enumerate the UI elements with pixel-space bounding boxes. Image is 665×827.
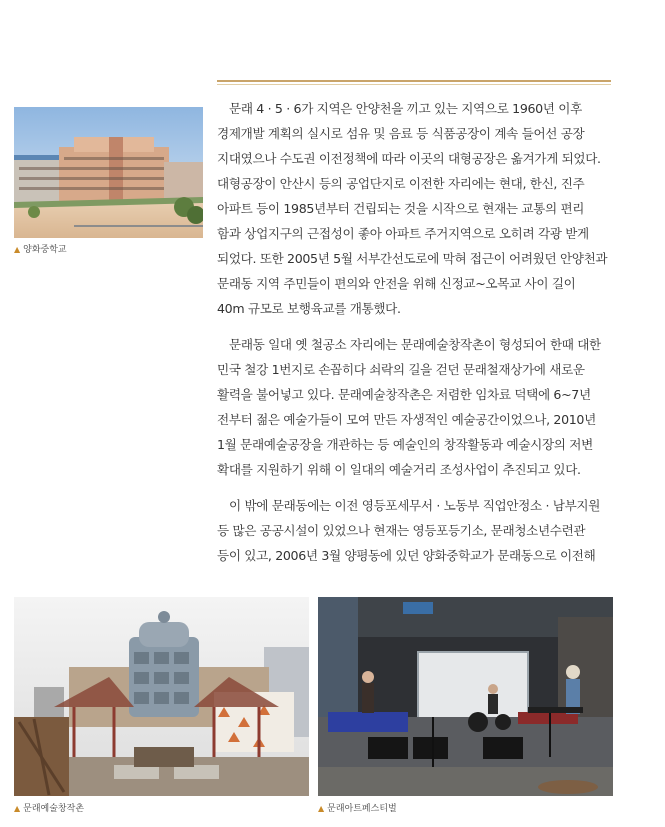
- text-line: 1월 문래예술공장을 개관하는 등 예술인의 창작활동과 예술시장의 저변: [217, 437, 593, 452]
- triangle-icon: ▲: [14, 245, 21, 254]
- paragraph-2: [217, 332, 613, 482]
- triangle-icon: ▲: [14, 804, 21, 813]
- text-line: 아파트 등이 1985년부터 건립되는 것을 시작으로 현재는 교통의 편리: [217, 201, 585, 216]
- text-line: 이 밖에 문래동에는 이전 영등포세무서 · 노동부 직업안정소 · 남부지원: [229, 498, 601, 513]
- text-line: 민국 철강 1번지로 손꼽히다 쇠락의 길을 걷던 문래철재상가에 새로운: [217, 362, 585, 377]
- text-line: 경제개발 계획의 실시로 섬유 및 음료 등 식품공장이 계속 들어선 공장: [217, 126, 585, 141]
- text-line: 등 많은 공공시설이 있었으나 현재는 영등포등기소, 문래청소년수련관: [217, 523, 586, 538]
- art-village-photo: [14, 597, 309, 796]
- school-photo: [14, 107, 203, 238]
- text-line: 함과 상업지구의 근접성이 좋아 아파트 주거지역으로 오히려 각광 받게: [217, 226, 589, 241]
- art-festival-caption: ▲ 문래아트페스티벌: [318, 804, 397, 814]
- text-line: 되었다. 또한 2005년 5월 서부간선도로에 막혀 접근이 어려웠던 안양천과: [217, 251, 608, 266]
- text-line: 문래동 일대 옛 철공소 자리에는 문래예술창작촌이 형성되어 한때 대한: [229, 337, 601, 352]
- paragraph-1: [217, 96, 613, 321]
- triangle-icon: ▲: [318, 804, 325, 813]
- header-rule: [217, 80, 611, 85]
- school-caption: ▲ 양화중학교: [14, 245, 67, 255]
- text-line: 활력을 불어넣고 있다. 문래예술창작촌은 저렴한 임차료 덕택에 6~7년: [217, 387, 591, 402]
- text-line: 전부터 젊은 예술가들이 모여 만든 자생적인 예술공간이었으나, 2010년: [217, 412, 596, 427]
- text-line: 지대였으나 수도권 이전정책에 따라 이곳의 대형공장은 옮겨가게 되었다.: [217, 151, 601, 166]
- article-body: [217, 96, 613, 579]
- text-line: 문래 4 · 5 · 6가 지역은 안양천을 끼고 있는 지역으로 1960년 이후: [229, 101, 582, 116]
- text-line: 대형공장이 안산시 등의 공업단지로 이전한 자리에는 현대, 한신, 진주: [217, 176, 585, 191]
- text-line: 등이 있고, 2006년 3월 양평동에 있던 양화중학교가 문래동으로 이전해: [217, 548, 596, 563]
- text-line: 40m 규모로 보행육교를 개통했다.: [217, 301, 401, 316]
- text-line: 문래동 지역 주민들이 편의와 안전을 위해 신정교~오목교 사이 길이: [217, 276, 576, 291]
- art-village-caption: ▲ 문래예술창작촌: [14, 804, 85, 814]
- art-festival-photo: [318, 597, 613, 796]
- paragraph-3: [217, 493, 613, 568]
- text-line: 확대를 지원하기 위해 이 일대의 예술거리 조성사업이 추진되고 있다.: [217, 462, 581, 477]
